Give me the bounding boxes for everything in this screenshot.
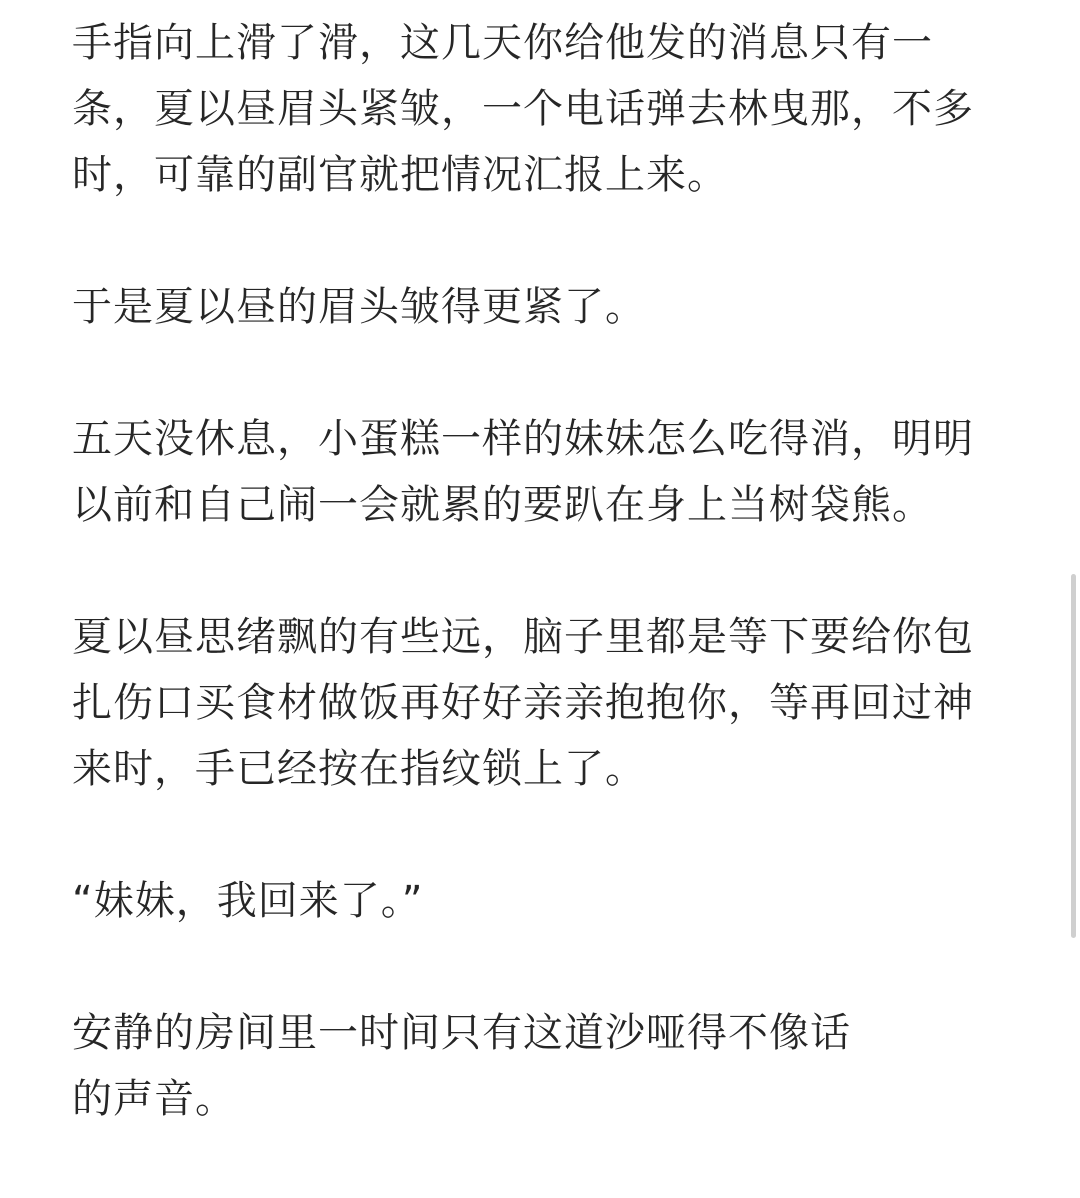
paragraph: 于是夏以昼的眉头皱得更紧了。 xyxy=(72,284,646,330)
paragraph: 手指向上滑了滑，这几天你给他发的消息只有一 条，夏以昼眉头紧皱，一个电话弹去林曳那，不多 时，可靠的副官就把情况汇报上来。 xyxy=(72,20,974,198)
paragraph: 安静的房间里一时间只有这道沙哑得不像话 的声音。 xyxy=(72,1010,851,1122)
paragraph: 夏以昼思绪飘的有些远，脑子里都是等下要给你包 扎伤口买食材做饭再好好亲亲抱抱你，等再回过神 来时，手已经按在指纹锁上了。 xyxy=(72,614,974,792)
paragraph: 五天没休息，小蛋糕一样的妹妹怎么吃得消，明明 以前和自己闹一会就累的要趴在身上当树袋熊。 xyxy=(72,416,974,528)
scrollbar-thumb[interactable] xyxy=(1071,574,1076,938)
article-body xyxy=(72,10,1012,1198)
vertical-scrollbar[interactable] xyxy=(1066,0,1080,1163)
paragraph: “妹妹，我回来了。” xyxy=(72,878,424,924)
